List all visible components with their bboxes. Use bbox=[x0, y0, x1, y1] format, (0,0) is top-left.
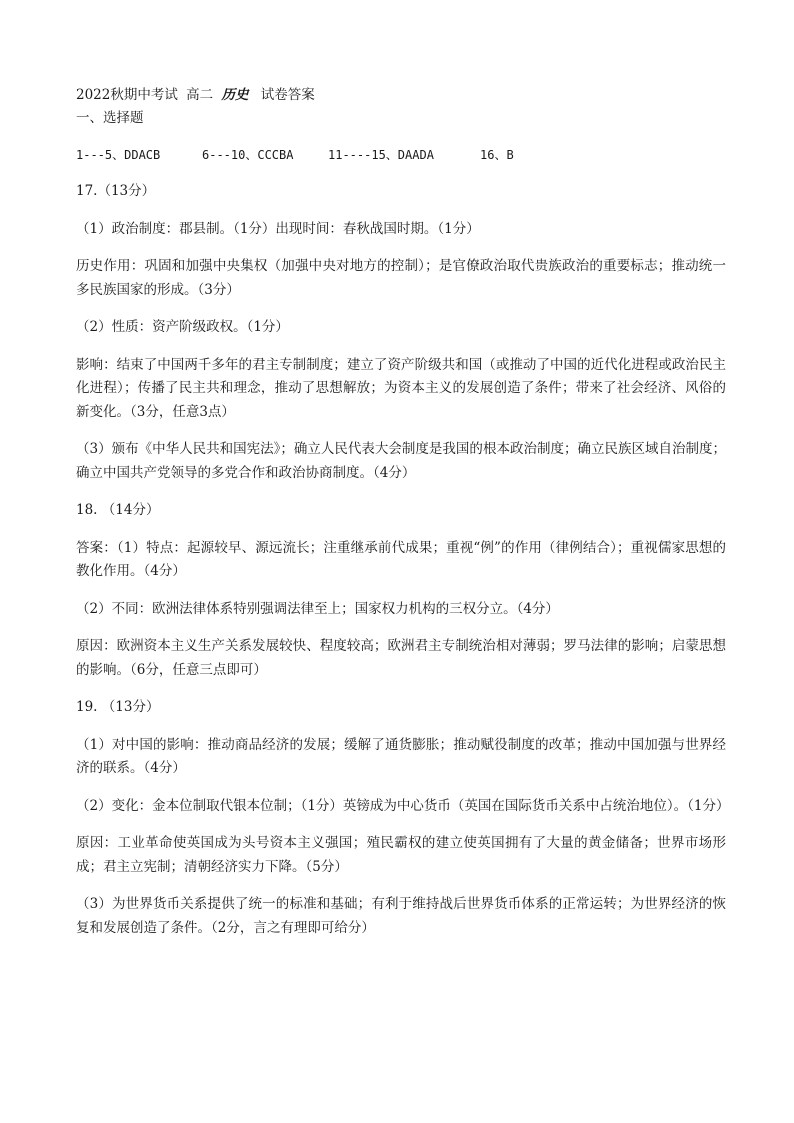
q17-part2: （2）性质：资产阶级政权。（1分） bbox=[76, 319, 289, 335]
answer-group: 16、B bbox=[480, 148, 514, 162]
section-heading-choice: 一、选择题 bbox=[76, 110, 144, 126]
q19-part2-reason: 原因：工业革命使英国成为头号资本主义强国；殖民霸权的建立使英国拥有了大量的黄金储备；世界市场形成；君主立宪制；清朝经济实力下降。（5分） bbox=[76, 835, 726, 875]
q17-part3: （3）颁布《中华人民共和国宪法》；确立人民代表大会制度是我国的根本政治制度；确立民族区域自治制度；确立中国共产党领导的多党合作和政治协商制度。（4分） bbox=[76, 441, 726, 481]
choice-answers bbox=[76, 144, 726, 166]
q19-part1: （1）对中国的影响：推动商品经济的发展；缓解了通货膨胀；推动赋役制度的改革；推动中国加强与世界经济的联系。（4分） bbox=[76, 736, 726, 776]
question-18-heading: 18. （14分） bbox=[76, 502, 160, 518]
answer-sheet bbox=[76, 84, 730, 940]
q19-part3: （3）为世界货币关系提供了统一的标准和基础；有利于维持战后世界货币体系的正常运转；为世界经济的恢复和发展创造了条件。（2分，言之有理即可给分） bbox=[76, 896, 726, 936]
grade-label: 高二 bbox=[186, 87, 214, 103]
q19-part2: （2）变化：金本位制取代银本位制；（1分）英镑成为中心货币（英国在国际货币关系中占统治地位）。（1分） bbox=[76, 797, 730, 814]
question-17-heading: 17.（13分） bbox=[76, 183, 156, 199]
q18-part2-reason: 原因：欧洲资本主义生产关系发展较快、程度较高；欧洲君主专制统治相对薄弱；罗马法律的影响；启蒙思想的影响。（6分，任意三点即可） bbox=[76, 638, 726, 678]
question-19-heading: 19. （13分） bbox=[76, 699, 160, 715]
q17-part1: （1）政治制度：郡县制。（1分）出现时间：春秋战国时期。（1分） bbox=[76, 220, 480, 237]
page-title bbox=[76, 84, 726, 106]
answer-group: 1---5、DDACB bbox=[76, 148, 161, 162]
answer-group: 11----15、DAADA bbox=[328, 148, 434, 162]
q17-part1-effect: 历史作用：巩固和加强中央集权（加强中央对地方的控制）；是官僚政治取代贵族政治的重要标志；推动统一多民族国家的形成。（3分） bbox=[76, 258, 726, 298]
doc-type-label: 试卷答案 bbox=[260, 87, 315, 103]
q18-part1: 答案：（1）特点：起源较早、源远流长；注重继承前代成果；重视“例”的作用（律例结合）；重视儒家思想的教化作用。（4分） bbox=[76, 539, 726, 579]
q17-part2-impact: 影响：结束了中国两千多年的君主专制制度；建立了资产阶级共和国（或推动了中国的近代化进程或政治民主化进程）；传播了民主共和理念，推动了思想解放；为资本主义的发展创造了条件；带来了社会经济、风俗的新变化。（3分，任意3点） bbox=[76, 356, 726, 420]
answer-group: 6---10、CCCBA bbox=[202, 148, 294, 162]
subject-label: 历史 bbox=[221, 87, 249, 103]
q18-part2: （2）不同：欧洲法律体系特别强调法律至上；国家权力机构的三权分立。（4分） bbox=[76, 600, 559, 617]
exam-name: 2022秋期中考试 bbox=[76, 87, 178, 103]
